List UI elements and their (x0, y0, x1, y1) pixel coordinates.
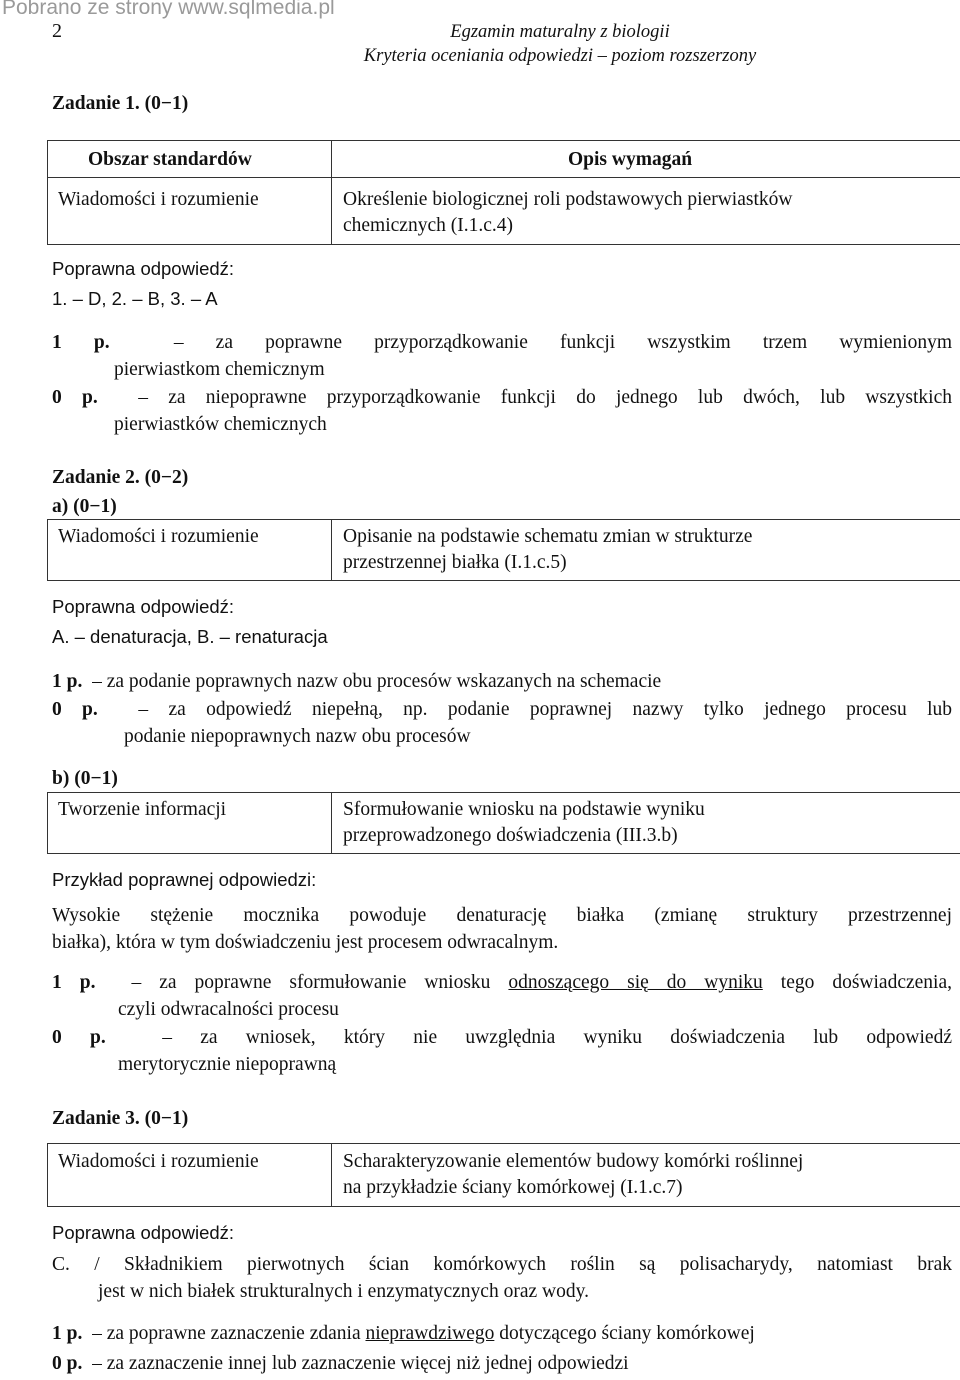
criterion-text: – za wniosek, który nie uwzględnia wyniku doświadczenia lub odpowiedź (162, 1027, 952, 1048)
correct-answer: 1. – D, 2. – B, 3. – A (52, 288, 218, 309)
task2a-requirements-table (47, 519, 960, 581)
standard-area: Tworzenie informacji (58, 799, 227, 820)
criterion-0p (52, 1350, 952, 1377)
criterion-0p (52, 384, 952, 438)
table-divider (331, 520, 332, 580)
criterion-text-cont: podanie niepoprawnych nazw obu procesów (124, 726, 471, 747)
criterion-text-end: tego doświadczenia, (762, 972, 952, 993)
requirement-line2: na przykładzie ściany komórkowej (I.1.c.7) (343, 1177, 683, 1198)
criterion-1p (52, 668, 952, 695)
criterion-1p (52, 1320, 952, 1347)
criterion-underlined: odnoszącego się do wyniku (508, 972, 763, 993)
requirement-line2: chemicznych (I.1.c.4) (343, 215, 513, 236)
requirement-line1: Sformułowanie wniosku na podstawie wyniku (343, 799, 705, 820)
criterion-text: – za poprawne przyporządkowanie funkcji wszystkim trzem wymienionym (173, 332, 952, 353)
requirement-description (343, 1149, 803, 1201)
criterion-text: – za niepoprawne przyporządkowanie funkcji do jednego lub dwóch, lub wszystkich (138, 387, 952, 408)
criterion-1p (52, 969, 952, 1023)
correct-answer: A. – denaturacja, B. – renaturacja (52, 626, 328, 647)
requirement-description (343, 187, 792, 239)
page-header (280, 20, 840, 68)
correct-answer (52, 1251, 952, 1305)
example-answer (52, 902, 952, 956)
criterion-text-cont: pierwiastków chemicznych (114, 414, 327, 435)
task2-title: Zadanie 2. (0−2) (52, 467, 189, 488)
answer-label: Poprawna odpowiedź: (52, 258, 235, 279)
criterion-text-end: dotyczącego ściany komórkowej (494, 1323, 755, 1344)
task2b-requirements-table (47, 792, 960, 854)
criterion-text-cont: czyli odwracalności procesu (118, 999, 339, 1020)
criterion-text: – za podanie poprawnych nazw obu procesów wskazanych na schemacie (92, 671, 662, 692)
answer-label: Poprawna odpowiedź: (52, 596, 235, 617)
criterion-text: – za poprawne zaznaczenie zdania (92, 1323, 366, 1344)
criterion-text: – za odpowiedź niepełną, np. podanie poprawnej nazwy tylko jednego procesu lub (138, 699, 953, 720)
table-divider (331, 1144, 332, 1206)
watermark-text: Pobrano ze strony www.sqlmedia.pl (2, 0, 335, 19)
criterion-label: 0 p. (52, 1027, 106, 1048)
criterion-label: 1 p. (52, 972, 96, 993)
criterion-underlined: nieprawdziwego (365, 1323, 495, 1344)
criterion-label: 0 p. (52, 699, 98, 720)
criterion-text-cont: pierwiastkom chemicznym (114, 359, 325, 380)
criterion-text: – za zaznaczenie innej lub zaznaczenie więcej niż jednej odpowiedzi (92, 1353, 629, 1374)
answer-line1: C. / Składnikiem pierwotnych ścian komórkowych roślin są polisacharydy, natomiast brak (52, 1254, 952, 1275)
table-divider (331, 793, 332, 853)
criterion-label: 0 p. (52, 387, 98, 408)
example-line2: białka), która w tym doświadczeniu jest procesem odwracalnym. (52, 932, 559, 953)
criterion-label: 1 p. (52, 332, 110, 353)
requirement-line1: Określenie biologicznej roli podstawowych pierwiastków (343, 189, 793, 210)
requirement-line1: Opisanie na podstawie schematu zmian w strukturze (343, 526, 753, 547)
requirement-description (343, 524, 752, 576)
criterion-label: 1 p. (52, 671, 83, 692)
criterion-label: 1 p. (52, 1323, 83, 1344)
example-line1: Wysokie stężenie mocznika powoduje denaturację białka (zmianę struktury przestrzennej (52, 905, 952, 926)
header-title-line2: Kryteria oceniania odpowiedzi – poziom rozszerzony (363, 46, 757, 66)
task1-title: Zadanie 1. (0−1) (52, 93, 189, 114)
task1-requirements-table (47, 140, 960, 245)
standard-area: Wiadomości i rozumienie (58, 526, 259, 547)
requirement-line1: Scharakteryzowanie elementów budowy komórki roślinnej (343, 1151, 804, 1172)
criterion-1p (52, 329, 952, 383)
task2b-title: b) (0−1) (52, 768, 118, 789)
standard-area: Wiadomości i rozumienie (58, 189, 259, 210)
table-divider (331, 141, 332, 244)
task3-title: Zadanie 3. (0−1) (52, 1108, 189, 1129)
requirement-description (343, 797, 705, 849)
header-title-line1: Egzamin maturalny z biologii (450, 22, 670, 42)
table-header-area: Obszar standardów (88, 149, 252, 170)
requirement-line2: przestrzennej białka (I.1.c.5) (343, 552, 567, 573)
example-label: Przykład poprawnej odpowiedzi: (52, 869, 317, 890)
requirement-line2: przeprowadzonego doświadczenia (III.3.b) (343, 825, 678, 846)
page-number: 2 (52, 20, 62, 42)
standard-area: Wiadomości i rozumienie (58, 1151, 259, 1172)
answer-line2: jest w nich białek strukturalnych i enzymatycznych oraz wody. (98, 1281, 589, 1302)
criterion-0p (52, 696, 952, 750)
criterion-0p (52, 1024, 952, 1078)
answer-label: Poprawna odpowiedź: (52, 1222, 235, 1243)
task2a-title: a) (0−1) (52, 496, 117, 517)
criterion-text-cont: merytorycznie niepoprawną (118, 1054, 337, 1075)
task3-requirements-table (47, 1143, 960, 1207)
table-header-requirements: Opis wymagań (568, 149, 693, 170)
table-header-divider (48, 177, 960, 178)
criterion-text: – za poprawne sformułowanie wniosku (131, 972, 509, 993)
criterion-label: 0 p. (52, 1353, 83, 1374)
